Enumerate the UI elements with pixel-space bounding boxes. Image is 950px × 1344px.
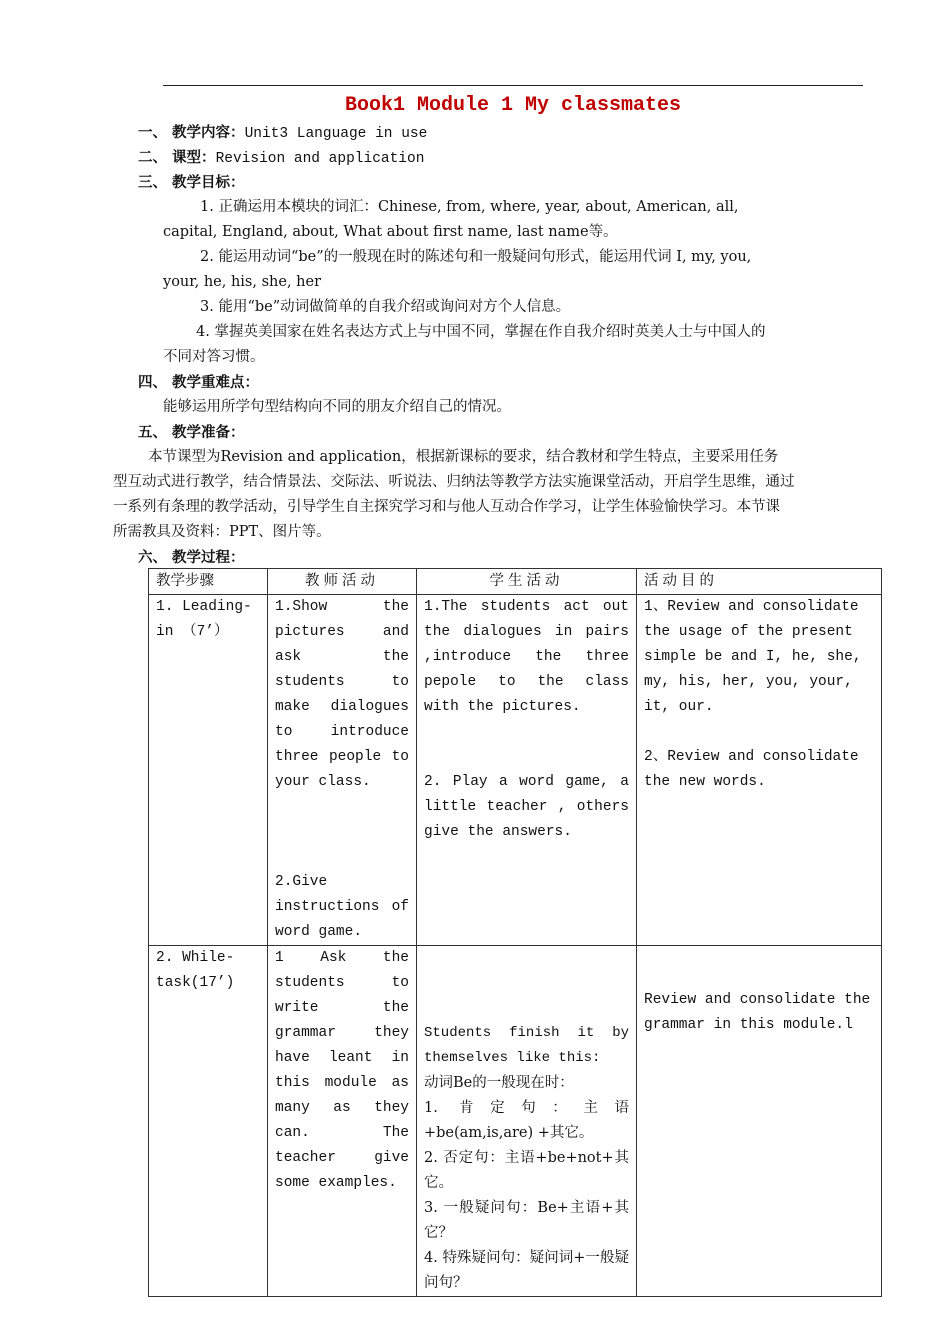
student-cell	[417, 595, 637, 946]
section-1-label: 一、 教学内容：	[138, 124, 245, 141]
goal-4-line-1: 4. 掌握英美国家在姓名表达方式上与中国不同，掌握在作自我介绍时英美人士与中国人的	[196, 324, 766, 340]
purpose-cell	[637, 946, 882, 1297]
student-grammar-title: 动词Be的一般现在时：	[424, 1075, 574, 1091]
goal-4-line-2: 不同对答习惯。	[163, 349, 265, 365]
step-cell	[149, 946, 268, 1297]
goal-1-line-2: capital, England, about, What about first name, last name等。	[163, 224, 618, 240]
lesson-process-table	[148, 568, 882, 1297]
section-4-label: 四、 教学重难点：	[138, 374, 260, 391]
teacher-activity-1: 1.Show the pictures and ask the students to make dialogues to introduce three people to your class.	[275, 599, 409, 790]
section-2-label: 二、 课型：	[138, 149, 216, 166]
section-1-value: Unit3 Language in use	[244, 126, 428, 142]
page-title: Book1 Module 1 My classmates	[344, 94, 682, 117]
step-text: 1. Leading-in （7’）	[156, 599, 252, 640]
top-rule	[163, 85, 863, 86]
header-step: 教学步骤	[149, 569, 268, 595]
teacher-cell	[268, 595, 417, 946]
section-5-line-1: 本节课型为Revision and application，根据新课标的要求，结合教材和学生特点，主要采用任务	[148, 449, 779, 465]
section-1	[138, 120, 427, 147]
section-2	[138, 145, 424, 172]
teacher-activity-2: 2.Give instructions of word game.	[275, 874, 409, 940]
purpose-1: Review and consolidate the grammar in this module.l	[644, 992, 871, 1033]
purpose-cell	[637, 595, 882, 946]
student-activity-2: 2. Play a word game, a little teacher , others give the answers.	[424, 774, 629, 840]
section-5-line-2: 型互动式进行教学，结合情景法、交际法、听说法、归纳法等教学方法实施课堂活动，开启学生思维，通过	[113, 474, 795, 490]
goal-3: 3. 能用“be”动词做简单的自我介绍或询问对方个人信息。	[200, 299, 571, 315]
section-4-text: 能够运用所学句型结构向不同的朋友介绍自己的情况。	[163, 399, 511, 415]
purpose-1: 1、Review and consolidate the usage of the present simple be and I, he, she, my, his, her, you, your, it, our.	[644, 599, 862, 715]
section-5-line-3: 一系列有条理的教学活动，引导学生自主探究学习和与他人互动合作学习，让学生体验愉快学习。本节课	[113, 499, 780, 515]
table-header-row	[149, 569, 882, 595]
section-6-label: 六、 教学过程：	[138, 549, 245, 566]
table-row	[149, 595, 882, 946]
header-purpose: 活动目的	[637, 569, 882, 595]
teacher-activity-1: 1 Ask the students to write the grammar they have leant in this module as many as they can. The teacher give some examples.	[275, 950, 409, 1191]
student-intro: Students finish it by themselves like this:	[424, 1025, 629, 1066]
goal-1-line-1: 1. 正确运用本模块的词汇：Chinese, from, where, year, about, American, all,	[200, 199, 739, 215]
section-5-line-4: 所需教具及资料：PPT、图片等。	[113, 524, 331, 540]
purpose-2: 2、Review and consolidate the new words.	[644, 749, 859, 790]
header-student: 学生活动	[417, 569, 637, 595]
goal-2-line-2: your, he, his, she, her	[163, 274, 322, 290]
student-activity-1: 1.The students act out the dialogues in pairs ,introduce the three pepole to the class with the pictures.	[424, 599, 629, 715]
section-5-label: 五、 教学准备：	[138, 424, 245, 441]
section-2-value: Revision and application	[215, 151, 425, 167]
student-grammar-3: 3. 一般疑问句：Be+主语+其它？	[424, 1200, 629, 1241]
header-teacher: 教师活动	[268, 569, 417, 595]
student-grammar-4: 4. 特殊疑问句：疑问词+一般疑问句？	[424, 1250, 629, 1291]
goal-2-line-1: 2. 能运用动词“be”的一般现在时的陈述句和一般疑问句形式，能运用代词 I, my, you,	[200, 249, 752, 265]
step-cell	[149, 595, 268, 946]
student-grammar-1: 1. 肯定句：主语+be(am,is,are) +其它。	[424, 1100, 629, 1141]
section-3-label: 三、 教学目标：	[138, 174, 245, 191]
table-row	[149, 946, 882, 1297]
step-text: 2. While-task(17’)	[156, 950, 235, 991]
student-cell	[417, 946, 637, 1297]
teacher-cell	[268, 946, 417, 1297]
student-grammar-2: 2. 否定句：主语+be+not+其它。	[424, 1150, 629, 1191]
